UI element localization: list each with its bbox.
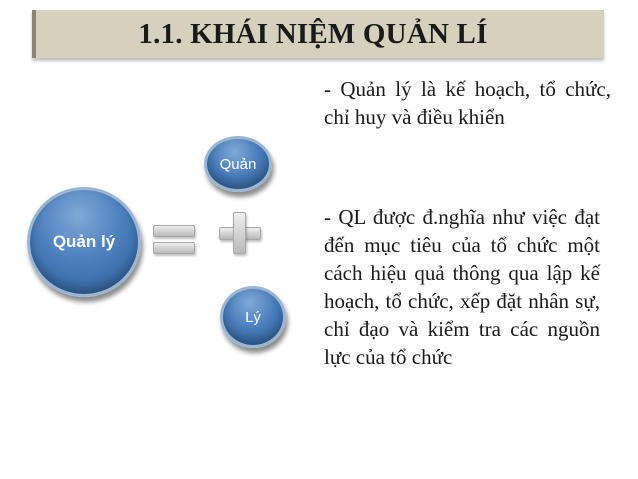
- plus-bar-vertical: [233, 212, 246, 254]
- main-concept-label: Quản lý: [52, 232, 116, 251]
- title-banner: [32, 10, 604, 58]
- main-concept-circle: [27, 187, 141, 297]
- definition-paragraph-1: - Quản lý là kế hoạch, tổ chức, chỉ huy và điều khiển: [324, 77, 611, 129]
- equals-bar-top: [153, 225, 195, 237]
- equals-bar-bottom: [153, 242, 195, 254]
- quan-label: Quản: [219, 155, 257, 173]
- ly-label: Lý: [245, 308, 261, 326]
- slide-title: 1.1. KHÁI NIỆM QUẢN LÍ: [138, 17, 488, 50]
- plus-icon: [219, 212, 261, 254]
- ly-circle: [220, 286, 286, 348]
- definition-paragraph-2: - QL được đ.nghĩa như việc đạt đến mục tiêu của tổ chức một cách hiệu quả thông qua lập kế hoạch, tổ chức, xếp đặt nhân sự, chỉ đạo và kiểm tra các nguồn lực của tổ chức: [324, 205, 600, 369]
- quan-circle: [204, 136, 272, 192]
- equals-icon: [153, 223, 195, 255]
